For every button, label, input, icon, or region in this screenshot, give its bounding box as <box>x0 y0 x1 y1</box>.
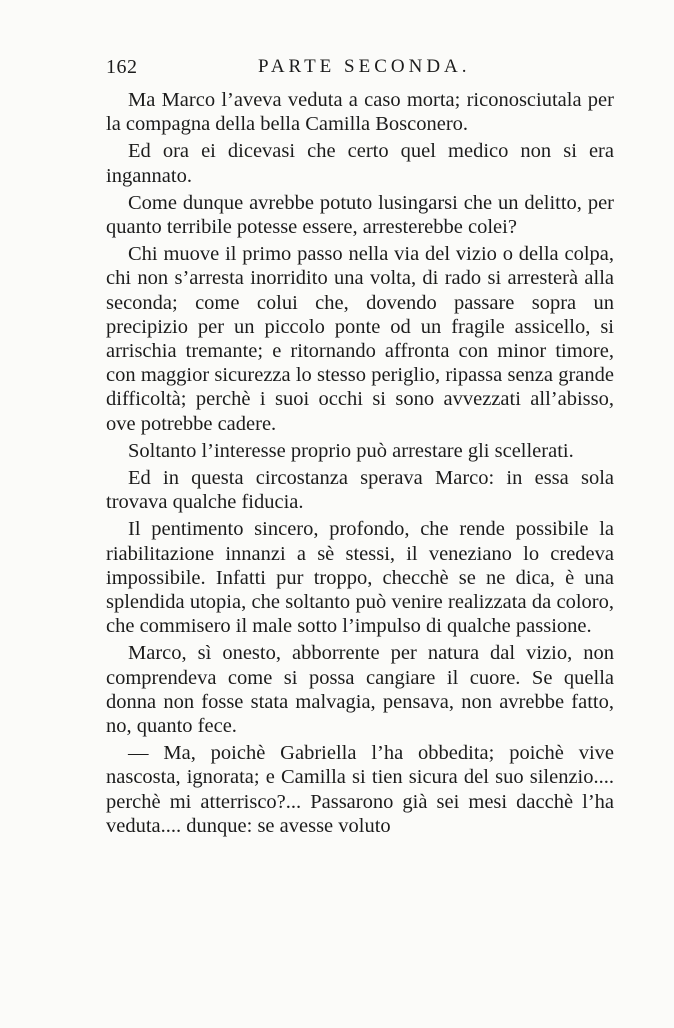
paragraph: Ma Marco l’aveva veduta a caso morta; riconosciutala per la compagna della bella Camilla Bosconero. <box>106 89 614 136</box>
page-header <box>106 56 614 86</box>
paragraph: Il pentimento sincero, profondo, che rende possibile la riabilitazione innanzi a sè stessi, il veneziano lo credeva impossibile. Infatti pur troppo, checchè se ne dica, è una splendida utopia, che soltanto può venire realizzata da coloro, che commisero il male sotto l’impulso di qualche passione. <box>106 518 614 638</box>
body-text <box>106 88 614 838</box>
paragraph: — Ma, poichè Gabriella l’ha obbedita; poichè vive nascosta, ignorata; e Camilla si tien sicura del suo silenzio.... perchè mi atterrisco?... Passarono già sei mesi dacchè l’ha veduta.... dunque: se avesse voluto <box>106 742 614 837</box>
paragraph: Marco, sì onesto, abborrente per natura dal vizio, non comprendeva come si possa cangiare il cuore. Se quella donna non fosse stata malvagia, pensava, non avrebbe fatto, no, quanto fece. <box>106 642 614 738</box>
paragraph: Ed ora ei dicevasi che certo quel medico non si era ingannato. <box>106 140 614 187</box>
running-title: PARTE SECONDA. <box>258 56 471 77</box>
page-number: 162 <box>106 56 138 78</box>
paragraph: Come dunque avrebbe potuto lusingarsi che un delitto, per quanto terribile potesse essere, arresterebbe colei? <box>106 191 614 239</box>
paragraph: Chi muove il primo passo nella via del vizio o della colpa, chi non s’arresta inorridito una volta, di rado si arresterà alla seconda; come colui che, dovendo passare sopra un precipizio per un piccolo ponte od un fragile assicello, si arrischia tremante; e ritornando affronta con minor timore, con maggior sicurezza lo stesso periglio, ripassa senza grande difficoltà; perchè i suoi occhi si sono avvezzati all’abisso, ove potrebbe cadere. <box>106 243 614 435</box>
paragraph: Soltanto l’interesse proprio può arrestare gli scellerati. <box>128 439 574 462</box>
paragraph: Ed in questa circostanza sperava Marco: in essa sola trovava qualche fiducia. <box>106 467 614 514</box>
